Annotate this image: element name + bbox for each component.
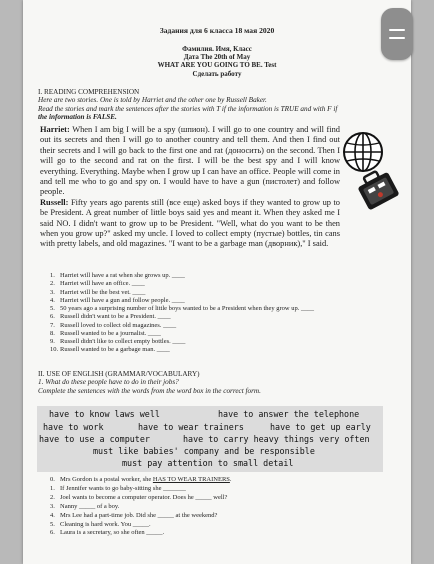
true-false-questions — [50, 272, 314, 355]
reading-instruction-b: the information is FALSE. — [38, 113, 117, 121]
task-line: Сделать работу — [192, 70, 242, 78]
question-item: 6. Russell didn't want to be a President. ____ — [50, 313, 171, 321]
harriet-label: Harriet: — [40, 125, 70, 134]
question-item: 1. Harriet will have a rat when she grows up. ____ — [50, 272, 185, 279]
sentence-item: 5. Cleaning is hard work. You _____. — [50, 520, 151, 528]
sentence-item: 4. Mrs Lee had a part-time job. Did she _____ at the weekend? — [50, 511, 218, 519]
example-answer: HAS TO WEAR TRAINERS — [152, 476, 230, 483]
worksheet-page — [23, 0, 411, 564]
reading-heading: I. READING COMPREHENSION — [38, 88, 140, 96]
question-item: 2. Harriet will have an office. ____ — [50, 280, 145, 288]
harriet-text: When I am big I will be a spy (шпион). I will go to one country and will find out its secrets and then I will go to another country and tell them. And then I find out their secrets and I will go back to the first one and rat (доносить) on the second. Then I will go to the second and rat on the first. I will be the best spy and I will know everything. Everything. Maybe when I grow up I can have an office. People will come in and tell me who to go and spy on. I would have to have a gun (пистолет) and follow people. — [40, 125, 340, 197]
sentence-item: 2. Joel wants to become a computer operator. Does he _____ well? — [50, 493, 228, 501]
word-box — [37, 406, 383, 472]
russell-story — [40, 198, 340, 250]
word-box-phrase: have to carry heavy things very often — [183, 434, 370, 444]
sentence-item: 6. Laura is a secretary, so she often _____. — [50, 529, 165, 537]
question-item: 4. Harriet will have a gun and follow people. ____ — [50, 296, 185, 304]
test-title: WHAT ARE YOU GOING TO BE. Test — [157, 61, 277, 69]
harriet-story — [40, 125, 340, 198]
briefcase-icon — [357, 166, 401, 214]
question-item: 8. Russell wanted to be a journalist. ____ — [50, 329, 161, 337]
example-sentence: 0. Mrs Gordon is a postal worker, she HAS TO WEAR TRAINERS. — [50, 476, 232, 483]
question-item: 5. 50 years ago a surprising number of little boys wanted to be a President when they grow up. ____ — [50, 305, 314, 312]
fill-in-sentences — [50, 476, 232, 538]
sentence-item: 3. Nanny _____ of a boy. — [50, 502, 120, 510]
question-item: 10. Russell wanted to be a garbage man. ____ — [50, 346, 170, 354]
word-box-phrase: have to know laws well — [49, 409, 160, 419]
word-box-phrase: have to answer the telephone — [218, 409, 360, 419]
word-box-phrase: have to wear trainers — [138, 422, 244, 432]
russell-label: Russell: — [40, 197, 69, 207]
question-item: 7. Russell loved to collect old magazines. ____ — [50, 321, 177, 329]
russell-text: Fifty years ago parents still (все еще) asked boys if they wanted to grow up to be President. A great number of little boys said yes and meant it. When they asked me I said NO. I didn't want to grow up to be President. "Well, what do you want to be then when you grow up?" asked my uncle. I loved to collect empty (пустые) bottles, tin cans with pretty labels, and old magazines. "I want to be a garbage man (дворник)," I said. — [40, 197, 340, 249]
word-box-phrase: have to get up early — [270, 422, 371, 432]
question-item: 3. Harriet will be the best vet. ____ — [50, 288, 146, 296]
english-instruction: Complete the sentences with the words from the word box in the correct form. — [38, 387, 261, 395]
reading-instruction-a: Read the stories and mark the sentences after the stories with T if the information is TRUE and with F if — [38, 105, 338, 113]
page-title: Задания для 6 класса 18 мая 2020 — [159, 26, 275, 35]
menu-icon — [389, 29, 405, 31]
menu-button[interactable] — [381, 8, 413, 60]
question-item: 9. Russell didn't like to collect empty bottles. ____ — [50, 338, 186, 345]
word-box-phrase: have to work — [43, 422, 104, 432]
sentence-item: 1. If Jennifer wants to go baby-sitting she _______ — [50, 484, 186, 492]
english-heading: II. USE OF ENGLISH (GRAMMAR/VOCABULARY) — [38, 370, 200, 378]
word-box-phrase: must like babies' company and be responsible — [93, 446, 315, 456]
english-task: 1. What do these people have to do in their jobs? — [38, 378, 179, 386]
menu-icon — [389, 37, 405, 39]
reading-intro: Here are two stories. One is told by Harriet and the other one by Russell Baker. — [38, 96, 267, 104]
name-class-line: Фамилия. Имя, Класс — [182, 45, 252, 53]
word-box-phrase: have to use a computer — [39, 434, 150, 444]
word-box-phrase: must pay attention to small detail — [122, 458, 294, 468]
stories-text — [40, 125, 340, 250]
date-line: Дата The 20th of May — [183, 53, 251, 61]
